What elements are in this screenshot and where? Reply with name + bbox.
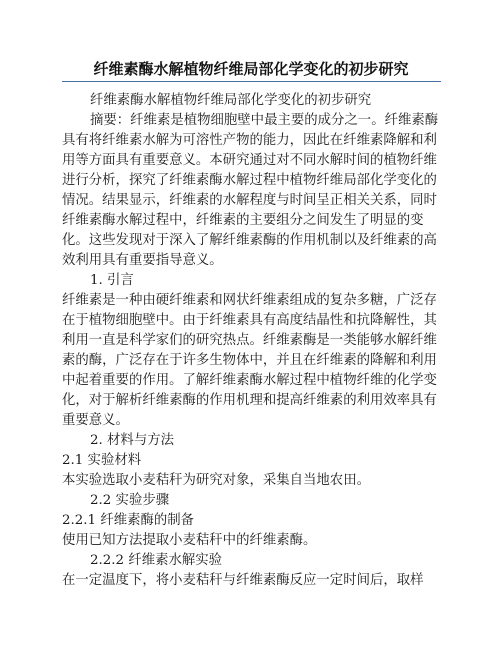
enzyme-prep-paragraph: 使用已知方法提取小麦秸秆中的纤维素酶。 [62, 533, 317, 548]
hydrolysis-paragraph: 在一定温度下，将小麦秸秆与纤维素酶反应一定时间后，取样 [62, 573, 424, 588]
abstract-paragraph: 摘要：纤维素是植物细胞壁中最主要的成分之一。纤维素酶具有将纤维素水解为可溶性产物的能力，因此在纤维素降解和利用等方面具有重要意义。本研究通过对不同水解时间的植物纤维进行分析，探究了纤维素酶水解过程中植物纤维局部化学变化的情况。结果显示，纤维素的水解程度与时间呈正相关关系，同时纤维素酶水解过程中，纤维素的主要组分之间发生了明显的变化。这些发现对于深入了解纤维素酶的作用机制以及纤维素的高效利用具有重要指导意义。 [62, 113, 439, 268]
materials-paragraph: 本实验选取小麦秸秆为研究对象，采集自当地农田。 [62, 473, 370, 488]
document-title: 纤维素酶水解植物纤维局部化学变化的初步研究 [93, 60, 409, 78]
subsubsection-heading-hydrolysis: 2.2.2 纤维素水解实验 [90, 553, 223, 568]
subsection-heading-materials: 2.1 实验材料 [62, 453, 142, 468]
section-heading-introduction: 1. 引言 [90, 273, 134, 288]
title-divider [62, 81, 441, 82]
introduction-paragraph: 纤维素是一种由硬纤维素和网状纤维素组成的复杂多糖，广泛存在于植物细胞壁中。由于纤维素具有高度结晶性和抗降解性，其利用一直是科学家们的研究热点。纤维素酶是一类能够水解纤维素的酶，广泛存在于许多生物体中，并且在纤维素的降解和利用中起着重要的作用。了解纤维素酶水解过程中植物纤维的化学变化，对于解析纤维素酶的作用机理和提高纤维素的利用效率具有重要意义。 [62, 293, 437, 428]
section-heading-methods: 2. 材料与方法 [90, 433, 174, 448]
subsection-heading-steps: 2.2 实验步骤 [90, 493, 170, 508]
subsubsection-heading-enzyme-prep: 2.2.1 纤维素酶的制备 [62, 513, 195, 528]
heading-repeat: 纤维素酶水解植物纤维局部化学变化的初步研究 [90, 93, 372, 108]
document-body [62, 91, 442, 591]
